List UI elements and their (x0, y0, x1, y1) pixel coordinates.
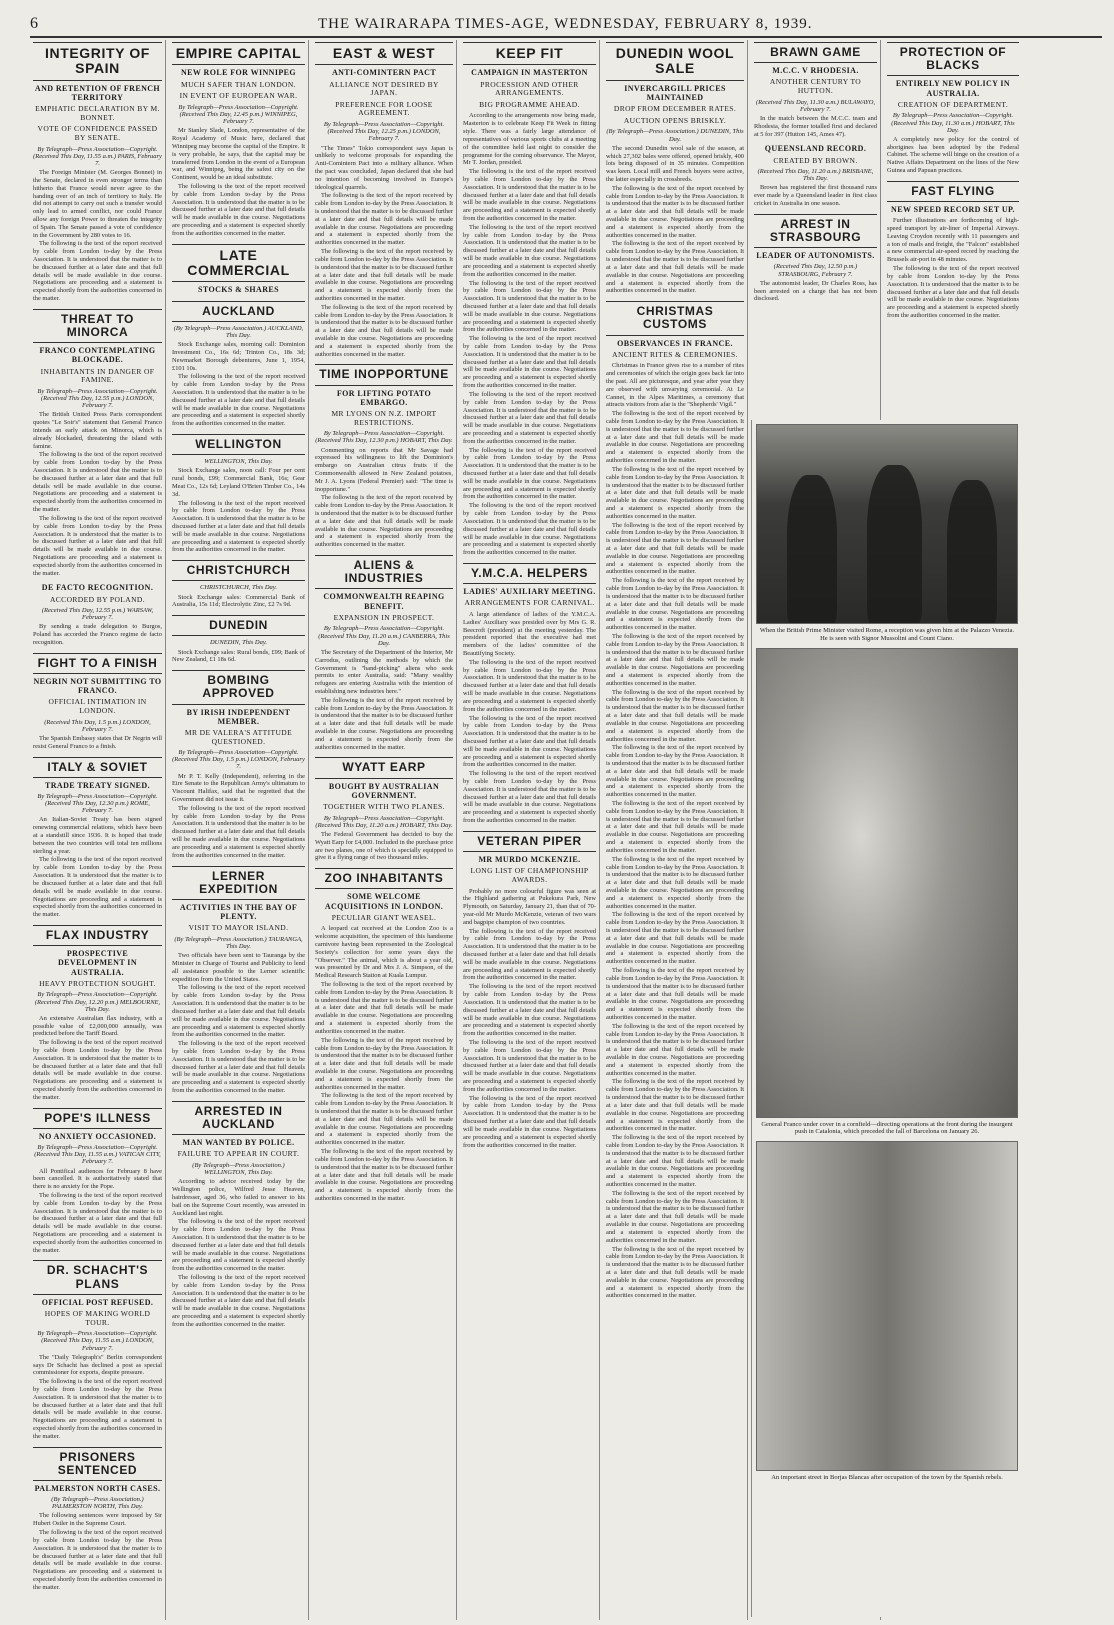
article-body (315, 925, 453, 1202)
paragraph: The following is the text of the report received by cable from London to-day by the Press Association. It is understood that the matter is to be discussed further at a later date and that full details will be made available in due course. Negotiations are proceeding and a statement is expected shortly from the authorities concerned in the matter. (463, 770, 596, 825)
paragraph: The following is the text of the report received by cable from London to-day by the Press Association. It is understood that the matter is to be discussed further at a later date and that full details will be made available in due course. Negotiations are proceeding and a statement is expected shortly from the authorities concerned in the matter. (606, 1245, 744, 1300)
dateline: By Telegraph—Press Association—Copyright. (Received This Day, 12.30 p.m.) ROME, February 7. (37, 793, 158, 815)
subheading: ACCORDED BY POLAND. (49, 594, 146, 604)
paragraph: The following is the text of the report received by cable from London to-day by the Press Association. It is understood that the matter is to be discussed further at a later date and that full details will be made available in due course. Negotiations are proceeding and a statement is expected shortly from the authorities concerned in the matter. (606, 967, 744, 1021)
article-body (315, 145, 453, 359)
dateline: By Telegraph—Press Association—Copyright. (Received This Day, 12.25 p.m.) LONDON, February 7. (323, 121, 445, 143)
photo-figure (867, 465, 922, 624)
article-body (33, 623, 162, 646)
dateline: By Telegraph—Press Association—Copyright. (Received This Day, 11.30 a.m.) HOBART, This Day. (891, 112, 1015, 134)
paragraph: The following is the text of the report received by cable from London to-day by the Press Association. It is understood that the matter is to be discussed further at a later date and that full details will be made available in due course. Negotiations are proceeding and a statement is expected shortly from the authorities concerned in the matter. (33, 856, 162, 919)
article-body (606, 362, 744, 1300)
paragraph: The following is the text of the report received by cable from London to-day by the Press Association. It is understood that the matter is to be discussed further at a later date and that full details will be made available in due course. Negotiations are proceeding and a statement is expected shortly from the authorities concerned in the matter. (606, 577, 744, 632)
news-story (606, 42, 744, 295)
paragraph: Stock Exchange sales: Commercial Bank of Australia, 15s 11d; Electrolytic Zinc, £2 7s 9d. (172, 593, 305, 609)
paragraph: The following is the text of the report received by cable from London to-day by the Press Association. It is understood that the matter is to be discussed further at a later date and that full details will be made available in due course. Negotiations are proceeding and a statement is expected shortly from the authorities concerned in the matter. (33, 451, 162, 514)
dateline: By Telegraph—Press Association—Copyright. (Received This Day, 11.55 a.m.) PARIS, February 7. (33, 145, 162, 167)
subheading: PREFERENCE FOR LOOSE AGREEMENT. (335, 99, 433, 118)
subheading: OFFICIAL INTIMATION IN LONDON. (48, 697, 147, 716)
newspaper-title: THE WAIRARAPA TIMES-AGE, WEDNESDAY, FEBRUARY 8, 1939. (318, 15, 813, 32)
article-body (463, 611, 596, 825)
subheading: IN EVENT OF EUROPEAN WAR. (179, 91, 298, 101)
paragraph: The following is the text of the report received by cable from London to-day by the Press Association. It is understood that the matter is to be discussed further at a later date and that full details will be made available in due course. Negotiations are proceeding and a statement is expected shortly from the authorities concerned in the matter. (606, 1022, 744, 1077)
subheading: CREATED BY BROWN. (773, 155, 858, 165)
news-photo (756, 424, 1018, 624)
paragraph: The following is the text of the report received by cable from London to-day by the Press Association. It is understood that the matter is to be discussed further at a later date and that full details will be made available in due course. Negotiations are proceeding and a statement is expected shortly from the authorities concerned in the matter. (606, 911, 744, 966)
paragraph: The following is the text of the report received by cable from London to-day by the Press Association. It is understood that the matter is to be discussed further at a later date and that full details will be made available in due course. Negotiations are proceeding and a statement is expected shortly from the authorities concerned in the matter. (606, 240, 744, 295)
news-story (463, 831, 596, 1149)
article-body (172, 467, 305, 554)
paragraph: The following is the text of the report received by cable from London to-day by the Press Association. It is understood that the matter is to be discussed further at a later date and that full details will be made available in due course. Negotiations are proceeding and a statement is expected shortly from the authorities concerned in the matter. (606, 688, 744, 743)
subheading: ENTIRELY NEW POLICY IN AUSTRALIA. (895, 79, 1011, 98)
paragraph: The following is the text of the report received by cable from London to-day by the Press Association. It is understood that the matter is to be discussed further at a later date and that full details will be made available in due course. Negotiations are proceeding and a statement is expected shortly from the authorities concerned in the matter. (33, 514, 162, 577)
dateline: By Telegraph—Press Association—Copyright. (Received This Day, 11.55 a.m.) LONDON, February 7. (37, 1330, 158, 1352)
paragraph: The second Dunedin wool sale of the season, at which 27,302 bales were offered, opened briskly, 400 lots being disposed of in 35 minutes. Competition was keen. Local mill and French buyers were active, the latter especially in crossbreds. (606, 144, 744, 183)
subheading: MR DE VALERA'S ATTITUDE QUESTIONED. (184, 727, 293, 746)
article-body (33, 816, 162, 919)
headline: DUNEDIN (172, 615, 305, 636)
paragraph: The following is the text of the report received by cable from London to-day by the Press Association. It is understood that the matter is to be discussed further at a later date and that full details will be made available in due course. Negotiations are proceeding and a statement is expected shortly from the authorities concerned in the matter. (315, 248, 453, 302)
dateline: By Telegraph—Press Association—Copyright. (Received This Day, 1.5 p.m.) LONDON, February 7. (172, 749, 305, 771)
headline: LERNER EXPEDITION (172, 866, 305, 900)
headline: BOMBING APPROVED (172, 670, 305, 704)
headline: KEEP FIT (463, 42, 596, 65)
paragraph: Stock Exchange sales: Rural bonds, £99; Bank of New Zealand, £1 18s 6d. (172, 648, 305, 664)
column-4 (460, 40, 600, 1620)
headline: VETERAN PIPER (463, 831, 596, 852)
news-story (172, 434, 305, 554)
paragraph: The following is the text of the report received by cable from London to-day by the Press Association. It is understood that the matter is to be discussed further at a later date and that full details will be made available in due course. Negotiations are proceeding and a statement is expected shortly from the authorities concerned in the matter. (606, 1134, 744, 1188)
paragraph: The following is the text of the report received by cable from London to-day by the Press Association. It is understood that the matter is to be discussed further at a later date and that full details will be made available in due course. Negotiations are proceeding and a statement is expected shortly from the authorities concerned in the matter. (315, 1148, 453, 1202)
news-story (33, 583, 162, 647)
paragraph: Mr Stanley Slade, London, representative of the Royal Academy of Music here, declared that Winnipeg may become the capital of the Empire. It is very probable, he says, that the capital may be transferred from London in the event of a European war, and Winnipeg, being the safest city on the Continent, would be an ideal substitute. (172, 127, 305, 182)
paragraph: The following is the text of the report received by cable from London to-day by the Press Association. It is understood that the matter is to be discussed further at a later date and that full details will be made available in due course. Negotiations are proceeding and a statement is expected shortly from the authorities concerned in the matter. (315, 192, 453, 247)
article-body (315, 649, 453, 752)
subheading: STOCKS & SHARES (198, 285, 279, 295)
paragraph: The following is the text of the report received by cable from London to-day by the Press Association. It is understood that the matter is to be discussed further at a later date and that full details will be made available in due course. Negotiations are proceeding and a statement is expected shortly from the authorities concerned in the matter. (463, 446, 596, 501)
article-body (33, 735, 162, 751)
paragraph: The following is the text of the report received by cable from London to-day by the Press Association. It is understood that the matter is to be discussed further at a later date and that full details will be made available in due course. Negotiations are proceeding and a statement is expected shortly from the authorities concerned in the matter. (463, 1094, 596, 1149)
paragraph: All Pontifical audiences for February 8 have been cancelled. It is authoritatively stated that there is no anxiety for the Pope. (33, 1167, 162, 1191)
news-photo (756, 1141, 1018, 1471)
paragraph: A completely new policy for the control of aborigines has been adopted by the Federal Cabinet. The scheme will hinge on the creation of a Native Affairs Department on the lines of the New Guinea and Papuan practices. (887, 135, 1019, 175)
subheading: NEW ROLE FOR WINNIPEG (180, 68, 296, 78)
news-story (172, 670, 305, 859)
article-body (33, 1015, 162, 1102)
subheading: EXPANSION IN PROSPECT. (333, 612, 435, 622)
headline: ZOO INHABITANTS (315, 868, 453, 889)
subheading: FOR LIFTING POTATO EMBARGO. (336, 388, 432, 407)
paragraph: The following is the text of the report received by cable from London to-day by the Press Association. It is understood that the matter is to be discussed further at a later date and that full details will be made available in due course. Negotiations are proceeding and a statement is expected shortly from the authorities concerned in the matter. (172, 182, 305, 237)
paragraph: The following is the text of the report received by cable from London to-day by the Press Association. It is understood that the matter is to be discussed further at a later date and that full details will be made available in due course. Negotiations are proceeding and a statement is expected shortly from the authorities concerned in the matter. (606, 521, 744, 576)
paragraph: Brown has registered the first thousand runs ever made by a Queensland leader in first class cricket in Australia in one season. (754, 184, 877, 208)
paragraph: The following is the text of the report received by cable from London to-day by the Press Association. It is understood that the matter is to be discussed further at a later date and that full details will be made available in due course. Negotiations are proceeding and a statement is expected shortly from the authorities concerned in the matter. (606, 1078, 744, 1133)
subheading: MR MURDO MCKENZIE. (478, 855, 581, 865)
paragraph: The following is the text of the report received by cable from London to-day by the Press Association. It is understood that the matter is to be discussed further at a later date and that full details will be made available in due course. Negotiations are proceeding and a statement is expected shortly from the authorities concerned in the matter. (463, 983, 596, 1038)
subheading: ANOTHER CENTURY TO HUTTON. (769, 77, 862, 95)
subheading: MAN WANTED BY POLICE. (182, 1138, 295, 1148)
article-body (33, 169, 162, 303)
paragraph: The following is the text of the report received by cable from London to-day by the Press Association. It is understood that the matter is to be discussed further at a later date and that full details will be made available in due course. Negotiations are proceeding and a statement is expected shortly from the authorities concerned in the matter. (463, 390, 596, 445)
paragraph: The Secretary of the Department of the Interior, Mr Carrodus, outlining the methods by which the Government is "hand-picking" aliens who seek permits to enter Australia, said: "Many wealthy refugees are entering Australia with the intention of establishing new industries here." (315, 648, 453, 695)
headline: EMPIRE CAPITAL (172, 42, 305, 65)
headline: ARRESTED IN AUCKLAND (172, 1101, 305, 1135)
article-body (463, 112, 596, 557)
headline: WYATT EARP (315, 757, 453, 778)
paragraph: The following is the text of the report received by cable from London to-day by the Press Association. It is understood that the matter is to be discussed further at a later date and that full details will be made available in due course. Negotiations are proceeding and a statement is expected shortly from the authorities concerned in the matter. (606, 744, 744, 799)
subheading: NO ANXIETY OCCASIONED. (38, 1131, 157, 1141)
subheading: M.C.C. V RHODESIA. (772, 66, 859, 76)
paragraph: The following is the text of the report received by cable from London to-day by the Press Association. It is understood that the matter is to be discussed further at a later date and that full details will be made available in due course. Negotiations are proceeding and a statement is expected shortly from the authorities concerned in the matter. (463, 658, 596, 713)
dateline: (By Telegraph—Press Association.) DUNEDIN, This Day. (606, 128, 744, 143)
photo-figure (787, 475, 837, 624)
dateline: (Received This Day, 11.30 a.m.) BULAWAYO, February 7. (755, 98, 876, 113)
news-story (172, 1101, 305, 1329)
paragraph: The following is the text of the report received by cable from London to-day by the Press Association. It is understood that the matter is to be discussed further at a later date and that full details will be made available in due course. Negotiations are proceeding and a statement is expected shortly from the authorities concerned in the matter. (172, 804, 305, 859)
dateline: WELLINGTON, This Day. (204, 458, 273, 466)
news-story (33, 1108, 162, 1255)
subheading: HOPES OF MAKING WORLD TOUR. (44, 1309, 151, 1327)
article-body (172, 594, 305, 610)
paragraph: The following is the text of the report received by cable from London to-day by the Press Association. It is understood that the matter is to be discussed further at a later date and that full details will be made available in due course. Negotiations are proceeding and a statement is expected shortly from the authorities concerned in the matter. (172, 373, 305, 428)
paragraph: The following is the text of the report received by cable from London to-day by the Press Association. It is understood that the matter is to be discussed further at a later date and that full details will be made available in due course. Negotiations are proceeding and a statement is expected shortly from the authorities concerned in the matter. (33, 1378, 162, 1440)
news-story (887, 42, 1019, 175)
subheading: MR LYONS ON N.Z. IMPORT RESTRICTIONS. (331, 409, 437, 427)
article-body (887, 217, 1019, 320)
headline: POPE'S ILLNESS (33, 1108, 162, 1129)
subheading: QUEENSLAND RECORD. (764, 144, 867, 154)
paragraph: The following is the text of the report received by cable from London to-day by the Press Association. It is understood that the matter is to be discussed further at a later date and that full details will be made available in due course. Negotiations are proceeding and a statement is expected shortly from the authorities concerned in the matter. (315, 696, 453, 751)
paragraph: A leopard cat received at the London Zoo is a welcome acquisition, the specimen of this handsome carnivore having been represented in the Zoological Society's collection for some years days the "Observer." The animal, which is about a year old, was presented by Dr and Mrs J. A. Simpson, of the Medical Research Station at Kuala Lumpur. (315, 925, 453, 980)
paragraph: The Foreign Minister (M. Georges Bonnet) in the Senate, declared in even stronger terms than hitherto that France would never agree to the handing over of an inch of territory to Italy. He did not attempt to carry out such a transfer would only lead to armed conflict, nor could France allow any foreign Power to threaten the integrity of Spain. The Senate passed a vote of confidence in the Government by 280 votes to 16. (33, 169, 162, 239)
paragraph: The following is the text of the report received by cable from London to-day by the Press Association. It is understood that the matter is to be discussed further at a later date and that full details will be made available in due course. Negotiations are proceeding and a statement is expected shortly from the authorities concerned in the matter. (606, 410, 744, 465)
page-number: 6 (30, 15, 39, 32)
headline: FIGHT TO A FINISH (33, 653, 162, 674)
headline: PROTECTION OF BLACKS (887, 42, 1019, 76)
paragraph: An Italian-Soviet Treaty has been signed renewing commercial relations, which have been at a standstill since 1936. It is hoped that trade between the two countries will total ten millions sterling a year. (33, 816, 162, 855)
paragraph: According to advice received today by the Wellington police, Wilfred Jesse Heaven, hairdresser, aged 36, who failed to answer to his bail on the Supreme Court recently, was arrested in Auckland last night. (172, 1178, 305, 1217)
subheading: NEGRIN NOT SUBMITTING TO FRANCO. (33, 677, 162, 696)
paragraph: The following is the text of the report received by cable from London to-day by the Press Association. It is understood that the matter is to be discussed further at a later date and that full details will be made available in due course. Negotiations are proceeding and a statement is expected shortly from the authorities concerned in the matter. (463, 714, 596, 769)
paragraph: The following sentences were imposed by Sir Hubert Ostler in the Supreme Court. (33, 1512, 162, 1528)
subheading: LADIES' AUXILIARY MEETING. (463, 587, 596, 597)
article-body (754, 280, 877, 303)
subheading: OBSERVANCES IN FRANCE. (617, 338, 733, 348)
subheading: AUCTION OPENS BRISKLY. (623, 115, 727, 125)
headline: TIME INOPPORTUNE (315, 364, 453, 385)
paragraph: The Spanish Embassy states that Dr Negrin will resist General Franco to a finish. (33, 735, 162, 750)
masthead (30, 12, 1102, 38)
subheading: EMPHATIC DECLARATION BY M. BONNET. (35, 104, 160, 122)
headline: FAST FLYING (887, 181, 1019, 202)
news-story (33, 653, 162, 751)
photo-figure (947, 480, 997, 624)
paragraph: The following is the text of the report received by cable from London to-day by the Press Association. It is understood that the matter is to be discussed further at a later date and that full details will be made available in due course. Negotiations are proceeding and a statement is expected shortly from the authorities concerned in the matter. (33, 240, 162, 303)
subheading: INHABITANTS IN DANGER OF FAMINE. (40, 366, 155, 385)
dateline: (Received This Day, 12.50 p.m.) STRASBOURG, February 7. (773, 263, 858, 278)
news-story (315, 555, 453, 751)
news-story (315, 364, 453, 549)
article-body (172, 952, 305, 1095)
news-photo (756, 648, 1018, 1118)
dateline: (By Telegraph—Press Association.) PALMERSTON NORTH, This Day. (51, 1496, 144, 1511)
paragraph: Mr P. T. Kelly (Independent), referring in the Eire Senate to the Republican Army's ultimatum to Viscount Halifax, said that he regretted that the Government did not issue it. (172, 772, 305, 804)
dateline: By Telegraph—Press Association—Copyright. (Received This Day, 11.55 a.m.) VATICAN CITY, February 7. (34, 1144, 161, 1166)
subheading: ANCIENT RITES & CEREMONIES. (612, 349, 738, 359)
paragraph: The following is the text of the report received by cable from London to-day by the Press Association. It is understood that the matter is to be discussed further at a later date and that full details will be made available in due course. Negotiations are proceeding and a statement is expected shortly from the authorities concerned in the matter. (606, 1189, 744, 1244)
paragraph: "The Times" Tokio correspondent says Japan is unlikely to welcome proposals for expanding the Anti-Comintern Pact into a military alliance. When the pact was concluded, Japan declared that she had no intention of becoming involved in Europe's ideological quarrels. (315, 144, 453, 191)
subheading: TRADE TREATY SIGNED. (45, 780, 150, 790)
article-body (172, 127, 305, 237)
headline: THREAT TO MINORCA (33, 309, 162, 343)
subheading: ANTI-COMINTERN PACT (331, 68, 437, 78)
subheading: FAILURE TO APPEAR IN COURT. (177, 1149, 300, 1159)
news-story (887, 181, 1019, 320)
subheading: FRANCO CONTEMPLATING BLOCKADE. (39, 346, 156, 365)
paragraph: Further illustrations are forthcoming of high-speed transport by air-liner of Imperial Airways. Leaving Croydon recently with 11 passengers and a ton of mails and freight, the "Falcon" established a new commercial air-speed record by reaching the Brussels air-port in 48 minutes. (887, 217, 1019, 264)
dateline: By Telegraph—Press Association—Copyright. (Received This Day, 12.20 p.m.) MELBOURNE, This Day. (34, 991, 161, 1013)
news-story (172, 615, 305, 664)
column-5 (603, 40, 748, 1620)
subheading: VISIT TO MAYOR ISLAND. (188, 923, 289, 933)
paragraph: The following is the text of the report received by cable from London to-day by the Press Association. It is understood that the matter is to be discussed further at a later date and that full details will be made available in due course. Negotiations are proceeding and a statement is expected shortly from the authorities concerned in the matter. (33, 1039, 162, 1101)
dateline: By Telegraph—Press Association—Copyright. (Received This Day, 11.20 a.m.) CANBERRA, This Day. (318, 625, 450, 647)
paragraph: The following is the text of the report received by cable from London to-day by the Press Association. It is understood that the matter is to be discussed further at a later date and that full details will be made available in due course. Negotiations are proceeding and a statement is expected shortly from the authorities concerned in the matter. (463, 1038, 596, 1093)
paragraph: Commenting on reports that Mr Savage had expressed his willingness to lift the Dominion's embargo on Australian citrus fruits if the Commonwealth allowed in New Zealand potatoes, Mr J. A. Lyons (Federal Premier) said: "The time is inopportune." (315, 446, 453, 493)
article-body (33, 411, 162, 577)
subheading: MUCH SAFER THAN LONDON. (181, 79, 296, 89)
paragraph: Two officials have been sent to Tauranga by the Minister in Charge of Tourist and Publicity to lend all assistance possible to the Lerner scientific expedition from the United States. (172, 952, 305, 983)
paragraph: The British United Press Paris correspondent quotes "Le Soir's" statement that General Franco intends an early attack on Minorca, which is already blockaded, threatening the island with famine. (33, 411, 162, 450)
paragraph: The following is the text of the report received by cable from London to-day by the Press Association. It is understood that the matter is to be discussed further at a later date and that full details will be made available in due course. Negotiations are proceeding and a statement is expected shortly from the authorities concerned in the matter. (606, 632, 744, 687)
article-body (172, 773, 305, 860)
headline: PRISONERS SENTENCED (33, 1447, 162, 1481)
subheading: HEAVY PROTECTION SOUGHT. (39, 978, 156, 988)
subheading: PROCESSION AND OTHER ARRANGEMENTS. (480, 79, 579, 98)
subheading: CAMPAIGN IN MASTERTON (471, 68, 588, 78)
subheading: OFFICIAL POST REFUSED. (41, 1297, 154, 1307)
headline: ALIENS & INDUSTRIES (315, 555, 453, 589)
article-body (463, 888, 596, 1150)
subheading: COMMONWEALTH REAPING BENEFIT. (323, 592, 445, 611)
photo-area (751, 420, 1022, 1617)
paragraph: The following is the text of the report received by cable from London to-day by the Press Association. It is understood that the matter is to be discussed further at a later date and that full details will be made available in due course. Negotiations are proceeding and a statement is expected shortly from the authorities concerned in the matter. (463, 502, 596, 557)
paragraph: The following is the text of the report received by cable from London to-day by the Press Association. It is understood that the matter is to be discussed further at a later date and that full details will be made available in due course. Negotiations are proceeding and a statement is expected shortly from the authorities concerned in the matter. (315, 1036, 453, 1091)
article-body (754, 115, 877, 138)
paragraph: The following is the text of the report received by cable from London to-day by the Press Association. It is understood that the matter is to be discussed further at a later date and that full details will be made available in due course. Negotiations are proceeding and a statement is expected shortly from the authorities concerned in the matter. (606, 800, 744, 854)
news-story (754, 42, 877, 138)
paragraph: The following is the text of the report received by cable from London to-day by the Press Association. It is understood that the matter is to be discussed further at a later date and that full details will be made available in due course. Negotiations are proceeding and a statement is expected shortly from the authorities concerned in the matter. (887, 265, 1019, 319)
news-story (754, 144, 877, 208)
subheading: LONG LIST OF CHAMPIONSHIP AWARDS. (470, 866, 589, 884)
article-body (887, 136, 1019, 175)
headline: ARREST IN STRASBOURG (754, 214, 877, 248)
paragraph: The following is the text of the report received by cable from London to-day by the Press Association. It is understood that the matter is to be discussed further at a later date and that full details will be made available in due course. Negotiations are proceeding and a statement is expected shortly from the authorities concerned in the matter. (172, 1218, 305, 1273)
paragraph: The following is the text of the report received by cable from London to-day by the Press Association. It is understood that the matter is to be discussed further at a later date and that full details will be made available in due course. Negotiations are proceeding and a statement is expected shortly from the authorities concerned in the matter. (606, 855, 744, 910)
article-body (606, 145, 744, 295)
news-story (172, 560, 305, 609)
article-body (315, 831, 453, 862)
paragraph: The following is the text of the report received by cable from London to-day by the Press Association. It is understood that the matter is to be discussed further at a later date and that full details will be made available in due course. Negotiations are proceeding and a statement is expected shortly from the authorities concerned in the matter. (172, 499, 305, 554)
paragraph: The following is the text of the report received by cable from London to-day by the Press Association. It is understood that the matter is to be discussed further at a later date and that full details will be made available in due course. Negotiations are proceeding and a statement is expected shortly from the authorities concerned in the matter. (315, 494, 453, 549)
dateline: (By Telegraph—Press Association.) TAURANGA, This Day. (174, 935, 303, 951)
subheading: DROP FROM DECEMBER RATES. (613, 104, 737, 114)
column-1 (30, 40, 166, 1620)
news-story (315, 42, 453, 358)
dateline: By Telegraph—Press Association—Copyright. (Received This Day, 11.20 a.m.) HOBART, This Day. (315, 814, 453, 829)
headline: FLAX INDUSTRY (33, 925, 162, 946)
headline: CHRISTMAS CUSTOMS (606, 301, 744, 335)
paragraph: The autonomist leader, Dr Charles Ross, has been arrested on a charge that has not been disclosed. (754, 279, 877, 303)
news-story (33, 757, 162, 919)
news-story (315, 757, 453, 862)
paragraph: Christmas in France gives rise to a number of rites and ceremonies of which the origin goes back far into the past. All are picturesque, and year after year they are observed with unvarying ceremonial. At Le Cannet, in the Alpes Maritimes, a ceremony that attracts visitors from afar is the "Shepherds' Vigil." (606, 362, 744, 409)
article-body (172, 341, 305, 428)
headline: WELLINGTON (172, 434, 305, 455)
dateline: (By Telegraph—Press Association.) WELLINGTON, This Day. (192, 1162, 285, 1177)
headline: DR. SCHACHT'S PLANS (33, 1260, 162, 1294)
news-story (606, 301, 744, 1300)
paragraph: A large attendance of ladies of the Y.M.C.A. Ladies' Auxiliary was presided over by Mrs G. R. Beecroft (president) at the meeting yesterday. The president reported that the executive had met members of the ladies' committee of the Beautifying Society. (463, 610, 596, 658)
subheading: ACTIVITIES IN THE BAY OF PLENTY. (179, 902, 298, 922)
paragraph: Probably no more colourful figure was seen at the Highland gathering at Pukekura Park, New Plymouth, on Saturday, January 21, than that of 70-year-old Mr Murdo McKenzie, veteran of two wars and bagpipe champion of two countries. (463, 887, 596, 926)
news-story (172, 866, 305, 1095)
paragraph: The following is the text of the report received by cable from London to-day by the Press Association. It is understood that the matter is to be discussed further at a later date and that full details will be made available in due course. Negotiations are proceeding and a statement is expected shortly from the authorities concerned in the matter. (315, 303, 453, 358)
news-story (754, 214, 877, 303)
subheading: VOTE OF CONFIDENCE PASSED BY SENATE. (37, 124, 158, 143)
subheading: PROSPECTIVE DEVELOPMENT IN AUSTRALIA. (57, 949, 138, 977)
headline: Y.M.C.A. HELPERS (463, 563, 596, 584)
photo-caption: When the British Prime Minister visited Rome, a reception was given him at the Palazzo Venezia. He is seen with Signor Mussolini and Count Ciano. (759, 627, 1015, 642)
news-story (172, 244, 305, 295)
paragraph: In the match between the M.C.C. team and Rhodesia, the former totalled first and declared at 5 for 397 (Hutton 145, Ames 47). (754, 114, 877, 138)
article-body (172, 1178, 305, 1328)
subheading: PALMERSTON NORTH CASES. (34, 1484, 161, 1493)
subheading: BOUGHT BY AUSTRALIAN GOVERNMENT. (328, 781, 440, 800)
paragraph: According to the arrangements now being made, Masterton is to celebrate Keep Fit Week in fitting style. There was a fairly large attendance of representatives of various sports clubs at a meeting of the committee held last night to consider the programme for the coming observance. The Mayor, Mr T. Jordan, presided. (463, 112, 596, 167)
headline: BRAWN GAME (754, 42, 877, 63)
news-story (172, 42, 305, 238)
news-story (33, 1260, 162, 1440)
news-story (315, 868, 453, 1203)
headline: ITALY & SOVIET (33, 757, 162, 778)
paragraph: The following is the text of the report received by cable from London to-day by the Press Association. It is understood that the matter is to be discussed further at a later date and that full details will be made available in due course. Negotiations are proceeding and a statement is expected shortly from the authorities concerned in the matter. (33, 1191, 162, 1254)
paragraph: The Federal Government has decided to buy the Wyatt Earp for £4,000. Included in the purchase price are two planes, one of which is specially equipped to give it a flying range of two thousand miles. (315, 830, 453, 862)
dateline: By Telegraph—Press Association—Copyright. (Received This Day, 12.45 p.m.) WINNIPEG, February 7. (178, 103, 299, 126)
subheading: INVERCARGILL PRICES MAINTAINED (624, 83, 726, 102)
paragraph: The following is the text of the report received by cable from London to-day by the Press Association. It is understood that the matter is to be discussed further at a later date and that full details will be made available in due course. Negotiations are proceeding and a statement is expected shortly from the authorities concerned in the matter. (172, 984, 305, 1039)
headline: DUNEDIN WOOL SALE (606, 42, 744, 81)
paragraph: The following is the text of the report received by cable from London to-day by the Press Association. It is understood that the matter is to be discussed further at a later date and that full details will be made available in due course. Negotiations are proceeding and a statement is expected shortly from the authorities concerned in the matter. (606, 465, 744, 520)
subheading: LEADER OF AUTONOMISTS. (756, 251, 875, 261)
paragraph: An extensive Australian flax industry, with a possible value of £2,000,000 annually, was predicted before the Tariff Board. (33, 1014, 162, 1038)
column-2 (169, 40, 309, 1620)
paragraph: By sending a trade delegation to Burgos, Poland has accorded the Franco regime de facto recognition. (33, 623, 162, 647)
dateline: (By Telegraph—Press Association.) AUCKLAND, This Day. (173, 324, 304, 339)
paragraph: The following is the text of the report received by cable from London to-day by the Press Association. It is understood that the matter is to be discussed further at a later date and that full details will be made available in due course. Negotiations are proceeding and a statement is expected shortly from the authorities concerned in the matter. (606, 184, 744, 239)
subheading: BY IRISH INDEPENDENT MEMBER. (186, 707, 291, 726)
column-3 (312, 40, 457, 1620)
subheading: NEW SPEED RECORD SET UP. (891, 205, 1015, 215)
paragraph: The following is the text of the report received by cable from London to-day by the Press Association. It is understood that the matter is to be discussed further at a later date and that full details will be made available in due course. Negotiations are proceeding and a statement is expected shortly from the authorities concerned in the matter. (33, 1529, 162, 1591)
news-story (33, 42, 162, 303)
article-body (172, 649, 305, 665)
subheading: AND RETENTION OF FRENCH TERRITORY (34, 83, 161, 102)
paragraph: The following is the text of the report received by cable from London to-day by the Press Association. It is understood that the matter is to be discussed further at a later date and that full details will be made available in due course. Negotiations are proceeding and a statement is expected shortly from the authorities concerned in the matter. (172, 1274, 305, 1328)
article-body (315, 447, 453, 550)
paragraph: The following is the text of the report received by cable from London to-day by the Press Association. It is understood that the matter is to be discussed further at a later date and that full details will be made available in due course. Negotiations are proceeding and a statement is expected shortly from the authorities concerned in the matter. (315, 1092, 453, 1147)
dateline: (Received This Day, 12.55 p.m.) WARSAW, February 7. (41, 607, 154, 622)
paragraph: The following is the text of the report received by cable from London to-day by the Press Association. It is understood that the matter is to be discussed further at a later date and that full details will be made available in due course. Negotiations are proceeding and a statement is expected shortly from the authorities concerned in the matter. (463, 168, 596, 223)
subheading: BIG PROGRAMME AHEAD. (479, 99, 580, 109)
article-body (754, 184, 877, 207)
subheading: DE FACTO RECOGNITION. (41, 583, 154, 593)
paragraph: The following is the text of the report received by cable from London to-day by the Press Association. It is understood that the matter is to be discussed further at a later date and that full details will be made available in due course. Negotiations are proceeding and a statement is expected shortly from the authorities concerned in the matter. (463, 927, 596, 982)
news-story (33, 1447, 162, 1592)
subheading: SOME WELCOME ACQUISITIONS IN LONDON. (324, 892, 444, 911)
headline: INTEGRITY OF SPAIN (33, 42, 162, 81)
paragraph: The following is the text of the report received by cable from London to-day by the Press Association. It is understood that the matter is to be discussed further at a later date and that full details will be made available in due course. Negotiations are proceeding and a statement is expected shortly from the authorities concerned in the matter. (172, 1040, 305, 1094)
headline: CHRISTCHURCH (172, 560, 305, 581)
subheading: ALLIANCE NOT DESIRED BY JAPAN. (329, 79, 439, 98)
headline: EAST & WEST (315, 42, 453, 65)
headline: LATE COMMERCIAL (172, 244, 305, 283)
paragraph: The "Daily Telegraph's" Berlin correspondent says Dr Schacht has declined a post as special commissioner for exports, despite pressure. (33, 1353, 162, 1377)
subheading: TOGETHER WITH TWO PLANES. (323, 802, 445, 812)
dateline: (Received This Day, 1.5 p.m.) LONDON, February 7. (44, 718, 151, 733)
news-story (33, 309, 162, 577)
dateline: CHRISTCHURCH, This Day. (200, 584, 277, 592)
paragraph: Stock Exchange sales, morning call: Dominion Investment Co., 16s 6d; Trinton Co., 18s 3d; Newmarket Borough debentures, June 1, 1954, £101 10s. (172, 341, 305, 372)
news-story (463, 563, 596, 825)
news-story (33, 925, 162, 1102)
article-body (33, 1354, 162, 1441)
subheading: PECULIAR GIANT WEASEL. (331, 912, 437, 922)
article-body (33, 1512, 162, 1591)
subheading: ARRANGEMENTS FOR CARNIVAL. (464, 598, 595, 608)
dateline: By Telegraph—Press Association—Copyright. (Received This Day, 12.30 p.m.) HOBART, This Day. (315, 430, 453, 445)
subheading: CREATION OF DEPARTMENT. (897, 99, 1009, 109)
photo-caption: An important street in Borjas Blancas after occupation of the town by the Spanish rebels. (771, 1474, 1003, 1482)
paragraph: The following is the text of the report received by cable from London to-day by the Press Association. It is understood that the matter is to be discussed further at a later date and that full details will be made available in due course. Negotiations are proceeding and a statement is expected shortly from the authorities concerned in the matter. (463, 223, 596, 278)
paragraph: The following is the text of the report received by cable from London to-day by the Press Association. It is understood that the matter is to be discussed further at a later date and that full details will be made available in due course. Negotiations are proceeding and a statement is expected shortly from the authorities concerned in the matter. (463, 279, 596, 334)
article-body (33, 1168, 162, 1255)
news-story (172, 301, 305, 428)
paragraph: The following is the text of the report received by cable from London to-day by the Press Association. It is understood that the matter is to be discussed further at a later date and that full details will be made available in due course. Negotiations are proceeding and a statement is expected shortly from the authorities concerned in the matter. (463, 335, 596, 390)
headline: AUCKLAND (172, 301, 305, 322)
dateline: DUNEDIN, This Day. (209, 639, 268, 647)
dateline: By Telegraph—Press Association—Copyright. (Received This Day, 12.55 p.m.) LONDON, February 7. (37, 387, 158, 410)
paragraph: Stock Exchange sales, noon call: Four per cent rural bonds, £99; Commercial Bank, 16s; Gear Meat Co., 12s 6d; Leyland O'Brien Timber Co., 14s 3d. (172, 467, 305, 498)
dateline: (Received This Day, 11.20 a.m.) BRISBANE, This Day. (757, 168, 874, 183)
news-story (463, 42, 596, 557)
photo-caption: General Franco under cover in a cornfield—directing operations at the front during the insurgent push in Catalonia, which preceded the fall of Barcelona on January 26. (761, 1120, 1013, 1136)
paragraph: The following is the text of the report received by cable from London to-day by the Press Association. It is understood that the matter is to be discussed further at a later date and that full details will be made available in due course. Negotiations are proceeding and a statement is expected shortly from the authorities concerned in the matter. (315, 981, 453, 1035)
